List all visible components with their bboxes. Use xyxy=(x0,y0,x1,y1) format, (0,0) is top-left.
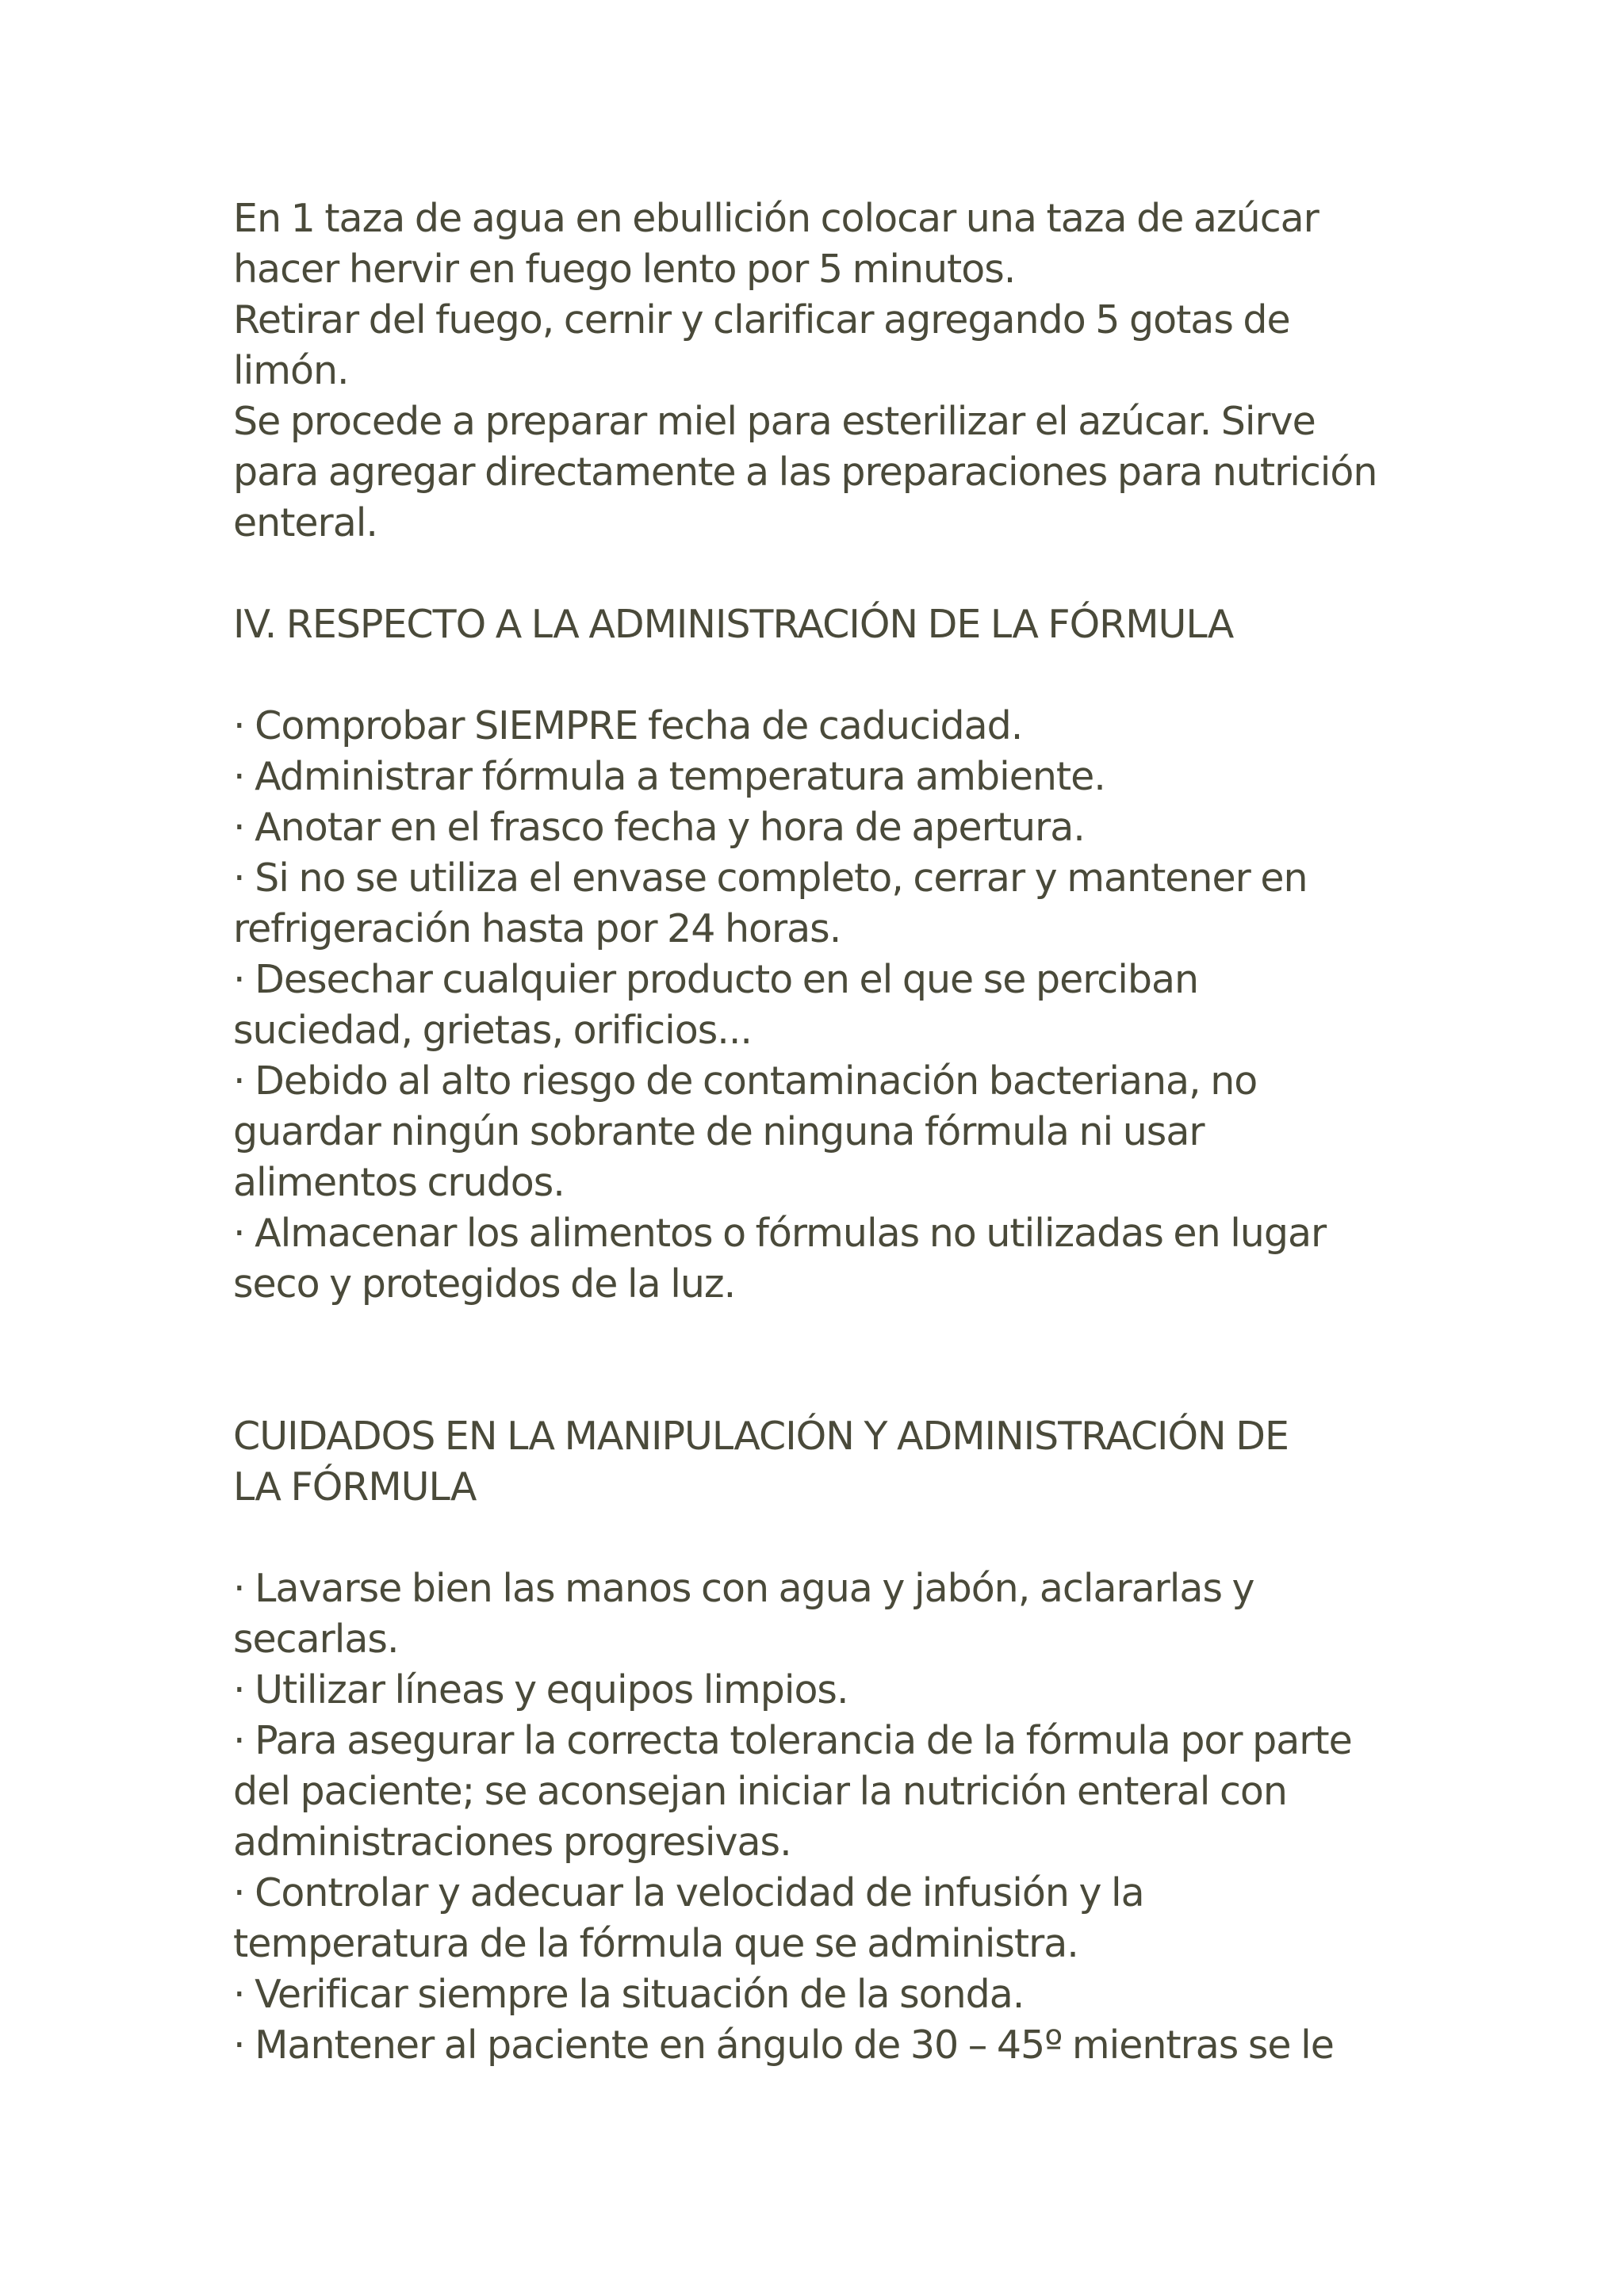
section2-list xyxy=(233,1563,1423,2071)
list-item: · Comprobar SIEMPRE fecha de caducidad. xyxy=(233,703,1023,748)
list-item: · Anotar en el frasco fecha y hora de apertura. xyxy=(233,805,1085,850)
list-item: refrigeración hasta por 24 horas. xyxy=(233,906,841,951)
list-item: · Si no se utiliza el envase completo, cerrar y mantener en xyxy=(233,855,1308,901)
text-line: enteral. xyxy=(233,500,377,545)
list-item: suciedad, grietas, orificios... xyxy=(233,1008,752,1053)
list-item: seco y protegidos de la luz. xyxy=(233,1261,736,1307)
list-item: secarlas. xyxy=(233,1617,399,1662)
list-item: · Mantener al paciente en ángulo de 30 – 45º mientras se le xyxy=(233,2022,1334,2068)
section-heading: IV. RESPECTO A LA ADMINISTRACIÓN DE LA FÓRMULA xyxy=(233,602,1234,647)
list-item: guardar ningún sobrante de ninguna fórmula ni usar xyxy=(233,1109,1205,1154)
text-line: Se procede a preparar miel para esterilizar el azúcar. Sirve xyxy=(233,399,1316,444)
spacer xyxy=(233,1513,1423,1563)
list-item: · Desechar cualquier producto en el que se perciban xyxy=(233,957,1199,1002)
section-heading-line: LA FÓRMULA xyxy=(233,1464,477,1510)
text-line: limón. xyxy=(233,348,349,393)
list-item: · Para asegurar la correcta tolerancia de la fórmula por parte xyxy=(233,1718,1352,1763)
list-item: alimentos crudos. xyxy=(233,1160,565,1205)
section1-list xyxy=(233,701,1423,1310)
section-heading xyxy=(233,1411,1423,1513)
text-line: hacer hervir en fuego lento por 5 minutos. xyxy=(233,247,1016,292)
list-item: temperatura de la fórmula que se administra. xyxy=(233,1921,1078,1966)
spacer xyxy=(233,549,1423,599)
text-line: En 1 taza de agua en ebullición colocar una taza de azúcar xyxy=(233,196,1319,241)
text-line: para agregar directamente a las preparaciones para nutrición xyxy=(233,450,1377,495)
text-line: Retirar del fuego, cernir y clarificar agregando 5 gotas de xyxy=(233,297,1290,342)
intro-paragraph xyxy=(233,193,1423,549)
list-item: · Verificar siempre la situación de la sonda. xyxy=(233,1972,1025,2017)
list-item: · Controlar y adecuar la velocidad de infusión y la xyxy=(233,1870,1144,1915)
list-item: · Utilizar líneas y equipos limpios. xyxy=(233,1667,848,1712)
list-item: · Almacenar los alimentos o fórmulas no utilizadas en lugar xyxy=(233,1211,1327,1256)
document-body xyxy=(233,193,1423,2071)
spacer xyxy=(233,650,1423,701)
list-item: administraciones progresivas. xyxy=(233,1820,791,1865)
section-heading-line: CUIDADOS EN LA MANIPULACIÓN Y ADMINISTRACIÓN DE xyxy=(233,1414,1289,1459)
spacer xyxy=(233,1310,1423,1411)
list-item: · Administrar fórmula a temperatura ambiente. xyxy=(233,754,1105,799)
list-item: del paciente; se aconsejan iniciar la nutrición enteral con xyxy=(233,1769,1287,1814)
list-item: · Debido al alto riesgo de contaminación bacteriana, no xyxy=(233,1058,1258,1104)
list-item: · Lavarse bien las manos con agua y jabón, aclararlas y xyxy=(233,1566,1254,1611)
